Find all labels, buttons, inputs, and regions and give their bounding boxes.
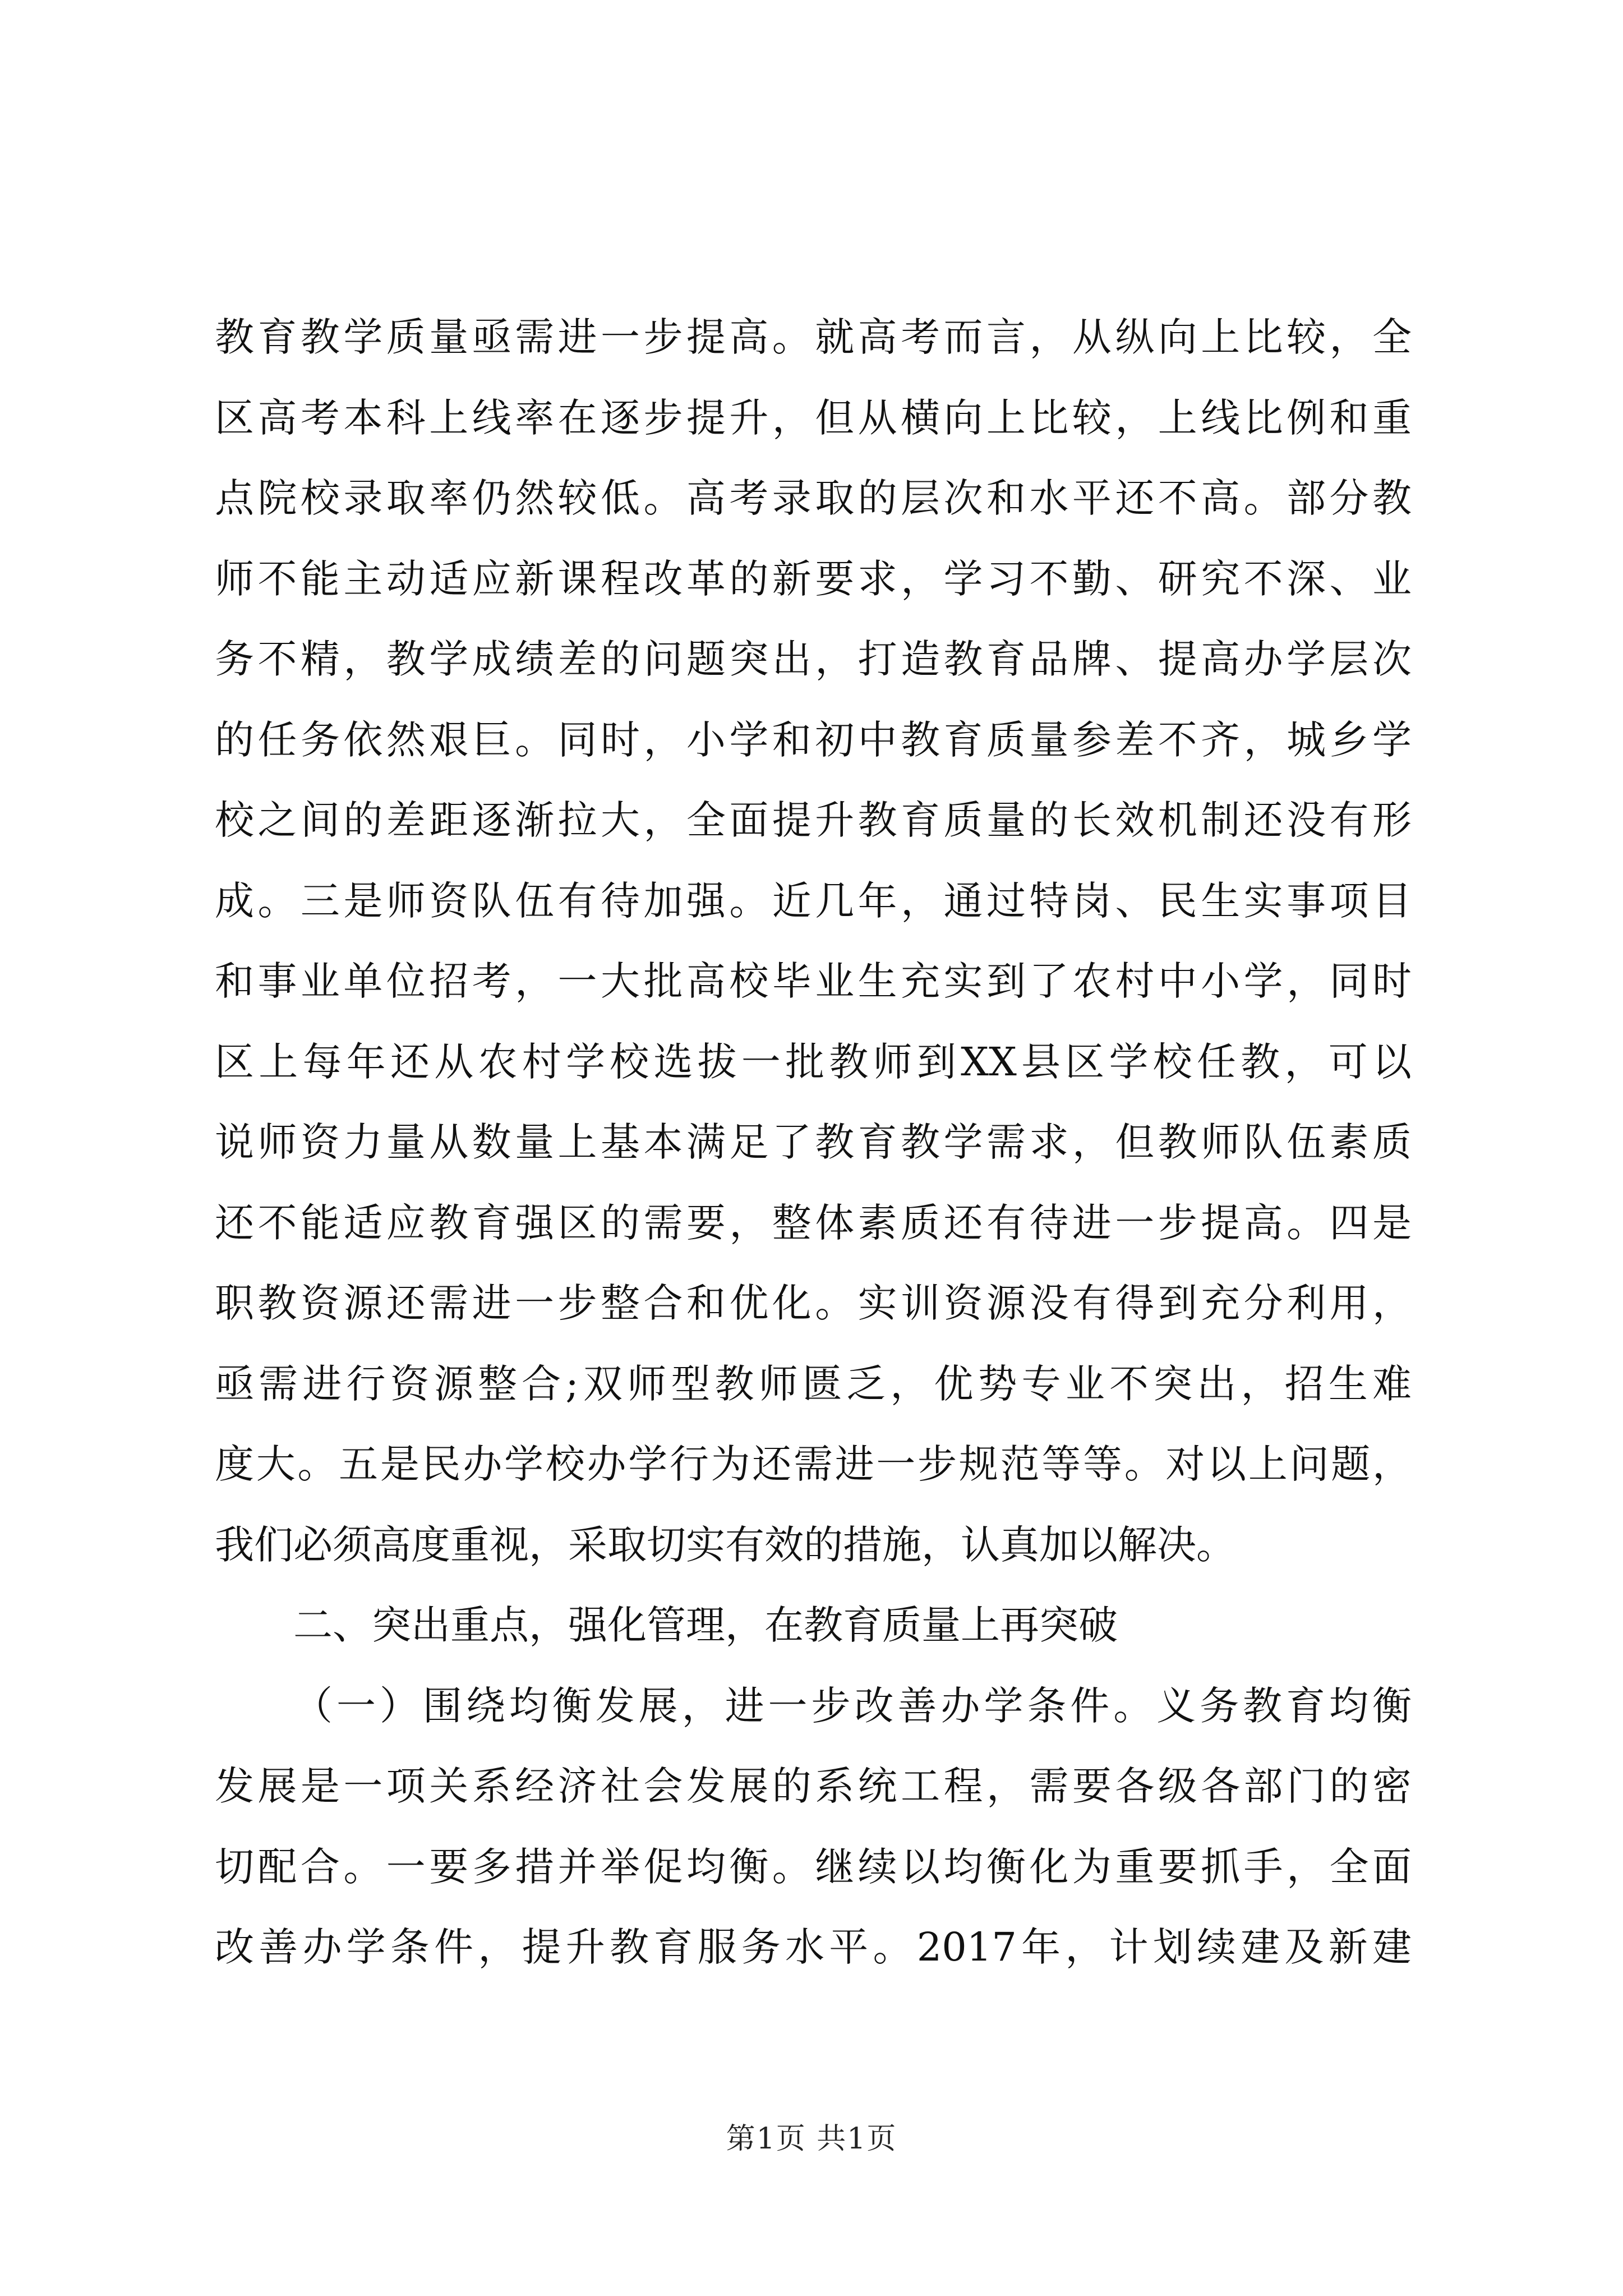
body-line: 区上每年还从农村学校选拔一批教师到XX县区学校任教，可以 bbox=[215, 1038, 1412, 1085]
body-line: 务不精，教学成绩差的问题突出，打造教育品牌、提高办学层次 bbox=[215, 636, 1412, 682]
body-line: 和事业单位招考，一大批高校毕业生充实到了农村中小学，同时 bbox=[215, 958, 1412, 1004]
body-line: 区高考本科上线率在逐步提升，但从横向上比较，上线比例和重 bbox=[215, 394, 1412, 441]
body-line: 我们必须高度重视，采取切实有效的措施，认真加以解决。 bbox=[215, 1521, 1235, 1568]
page-footer bbox=[0, 2115, 1623, 2157]
body-line: 师不能主动适应新课程改革的新要求，学习不勤、研究不深、业 bbox=[215, 555, 1412, 602]
body-line: 还不能适应教育强区的需要，整体素质还有待进一步提高。四是 bbox=[215, 1199, 1412, 1246]
body-line: 说师资力量从数量上基本满足了教育教学需求，但教师队伍素质 bbox=[215, 1119, 1412, 1165]
section-heading: 二、突出重点，强化管理，在教育质量上再突破 bbox=[293, 1602, 1118, 1648]
body-line: 亟需进行资源整合;双师型教师匮乏，优势专业不突出，招生难 bbox=[215, 1360, 1412, 1407]
body-line: 校之间的差距逐渐拉大，全面提升教育质量的长效机制还没有形 bbox=[215, 797, 1412, 843]
body-line: 成。三是师资队伍有待加强。近几年，通过特岗、民生实事项目 bbox=[215, 877, 1412, 924]
body-line: 教育教学质量亟需进一步提高。就高考而言，从纵向上比较，全 bbox=[215, 314, 1412, 360]
page-number: 第1页 共1页 bbox=[726, 2122, 897, 2156]
section-line: 切配合。一要多措并举促均衡。继续以均衡化为重要抓手，全面 bbox=[215, 1843, 1412, 1890]
body-line: 职教资源还需进一步整合和优化。实训资源没有得到充分利用， bbox=[215, 1280, 1412, 1326]
body-line: 度大。五是民办学校办学行为还需进一步规范等等。对以上问题， bbox=[215, 1441, 1412, 1487]
section-line: （一）围绕均衡发展，进一步改善办学条件。义务教育均衡 bbox=[293, 1682, 1412, 1729]
body-line: 点院校录取率仍然较低。高考录取的层次和水平还不高。部分教 bbox=[215, 475, 1412, 521]
body-line: 的任务依然艰巨。同时，小学和初中教育质量参差不齐，城乡学 bbox=[215, 716, 1412, 763]
document-body bbox=[215, 297, 1412, 1988]
section-line: 发展是一项关系经济社会发展的系统工程，需要各级各部门的密 bbox=[215, 1763, 1412, 1809]
section-line: 改善办学条件，提升教育服务水平。2017年，计划续建及新建 bbox=[215, 1924, 1412, 1970]
